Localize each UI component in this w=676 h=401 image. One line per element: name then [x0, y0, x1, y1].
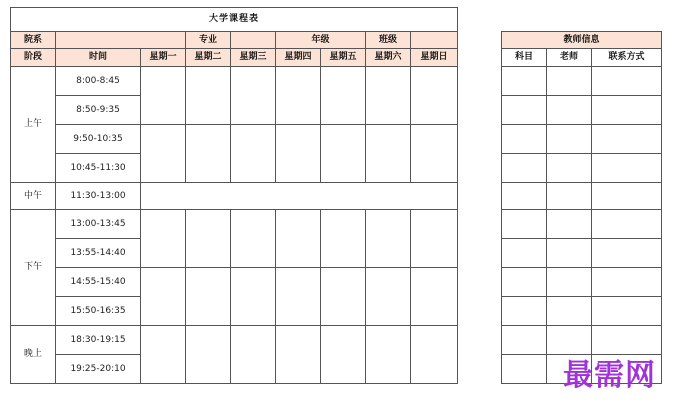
table-row [502, 154, 662, 183]
time-slot: 18:30-19:15 [56, 326, 141, 355]
class-cell[interactable] [321, 67, 366, 125]
table-row [502, 239, 662, 268]
class-cell[interactable] [411, 67, 458, 125]
subject-cell[interactable] [502, 96, 547, 125]
contact-cell[interactable] [592, 67, 662, 96]
table-row [11, 326, 458, 355]
header-row [11, 32, 458, 49]
time-slot: 8:00-8:45 [56, 67, 141, 96]
period-label-morning: 上午 [11, 67, 56, 183]
class-cell[interactable] [186, 210, 231, 268]
weekday-header: 星期六 [366, 49, 411, 67]
table-row [11, 125, 458, 154]
period-label-noon: 中午 [11, 183, 56, 210]
teacher-info-table [501, 31, 662, 384]
class-cell[interactable] [276, 210, 321, 268]
contact-cell[interactable] [592, 297, 662, 326]
teacher-cell[interactable] [547, 268, 592, 297]
class-cell[interactable] [231, 268, 276, 326]
class-cell[interactable] [276, 326, 321, 384]
class-cell[interactable] [231, 210, 276, 268]
college-value[interactable] [56, 32, 186, 49]
contact-cell[interactable] [592, 125, 662, 154]
class-label: 班级 [366, 32, 411, 49]
contact-cell[interactable] [592, 210, 662, 239]
subject-header: 科目 [502, 49, 547, 67]
time-slot: 14:55-15:40 [56, 268, 141, 297]
period-label-evening: 晚上 [11, 326, 56, 384]
teacher-cell[interactable] [547, 67, 592, 96]
weekday-header: 星期五 [321, 49, 366, 67]
subject-cell[interactable] [502, 297, 547, 326]
table-row [11, 67, 458, 96]
class-cell[interactable] [411, 210, 458, 268]
class-cell[interactable] [231, 326, 276, 384]
grade-label: 年级 [276, 32, 366, 49]
class-cell[interactable] [321, 326, 366, 384]
subject-cell[interactable] [502, 183, 547, 210]
class-cell[interactable] [321, 210, 366, 268]
weekday-header: 星期一 [141, 49, 186, 67]
subject-cell[interactable] [502, 210, 547, 239]
weekday-header: 星期四 [276, 49, 321, 67]
time-slot: 10:45-11:30 [56, 154, 141, 183]
teacher-cell[interactable] [547, 210, 592, 239]
teacher-column-header-row [502, 49, 662, 67]
subject-cell[interactable] [502, 355, 547, 384]
teacher-info-title: 教师信息 [502, 32, 662, 49]
table-row [11, 210, 458, 239]
time-slot: 15:50-16:35 [56, 297, 141, 326]
noon-break-cell[interactable] [141, 183, 458, 210]
contact-cell[interactable] [592, 183, 662, 210]
time-slot: 8:50-9:35 [56, 96, 141, 125]
class-cell[interactable] [366, 125, 411, 183]
teacher-cell[interactable] [547, 239, 592, 268]
table-row [11, 183, 458, 210]
class-cell[interactable] [276, 268, 321, 326]
time-header: 时间 [56, 49, 141, 67]
teacher-cell[interactable] [547, 125, 592, 154]
class-cell[interactable] [186, 67, 231, 125]
subject-cell[interactable] [502, 125, 547, 154]
class-cell[interactable] [186, 326, 231, 384]
teacher-cell[interactable] [547, 183, 592, 210]
contact-cell[interactable] [592, 239, 662, 268]
major-label: 专业 [186, 32, 231, 49]
class-cell[interactable] [231, 67, 276, 125]
class-cell[interactable] [276, 67, 321, 125]
table-row [502, 297, 662, 326]
time-slot: 9:50-10:35 [56, 125, 141, 154]
class-cell[interactable] [141, 210, 186, 268]
subject-cell[interactable] [502, 67, 547, 96]
class-cell[interactable] [321, 125, 366, 183]
class-cell[interactable] [366, 326, 411, 384]
subject-cell[interactable] [502, 268, 547, 297]
column-header-row [11, 49, 458, 67]
weekday-header: 星期二 [186, 49, 231, 67]
watermark-logo: 最需网 [563, 358, 656, 393]
class-cell[interactable] [186, 125, 231, 183]
subject-cell[interactable] [502, 239, 547, 268]
stage-header: 阶段 [11, 49, 56, 67]
college-label: 院系 [11, 32, 56, 49]
time-slot: 13:00-13:45 [56, 210, 141, 239]
class-cell[interactable] [276, 125, 321, 183]
class-cell[interactable] [186, 268, 231, 326]
table-row [11, 268, 458, 297]
contact-cell[interactable] [592, 96, 662, 125]
table-row [502, 268, 662, 297]
contact-header: 联系方式 [592, 49, 662, 67]
class-cell[interactable] [366, 67, 411, 125]
class-cell[interactable] [411, 268, 458, 326]
class-cell[interactable] [321, 268, 366, 326]
class-cell[interactable] [141, 67, 186, 125]
subject-cell[interactable] [502, 326, 547, 355]
class-cell[interactable] [141, 268, 186, 326]
page-title: 大学课程表 [11, 8, 458, 32]
table-row [502, 96, 662, 125]
teacher-cell[interactable] [547, 154, 592, 183]
class-cell[interactable] [366, 268, 411, 326]
class-cell[interactable] [411, 125, 458, 183]
class-value[interactable] [411, 32, 458, 49]
contact-cell[interactable] [592, 268, 662, 297]
class-cell[interactable] [141, 125, 186, 183]
class-cell[interactable] [366, 210, 411, 268]
class-cell[interactable] [141, 326, 186, 384]
subject-cell[interactable] [502, 154, 547, 183]
table-row [502, 183, 662, 210]
table-row [502, 210, 662, 239]
teacher-cell[interactable] [547, 297, 592, 326]
major-value[interactable] [231, 32, 276, 49]
weekday-header: 星期三 [231, 49, 276, 67]
table-row [502, 125, 662, 154]
teacher-cell[interactable] [547, 96, 592, 125]
teacher-header: 老师 [547, 49, 592, 67]
weekday-header: 星期日 [411, 49, 458, 67]
class-cell[interactable] [231, 125, 276, 183]
time-slot: 11:30-13:00 [56, 183, 141, 210]
time-slot: 13:55-14:40 [56, 239, 141, 268]
time-slot: 19:25-20:10 [56, 355, 141, 384]
class-cell[interactable] [411, 326, 458, 384]
course-schedule-table [10, 7, 458, 384]
contact-cell[interactable] [592, 154, 662, 183]
table-row [502, 67, 662, 96]
period-label-afternoon: 下午 [11, 210, 56, 326]
